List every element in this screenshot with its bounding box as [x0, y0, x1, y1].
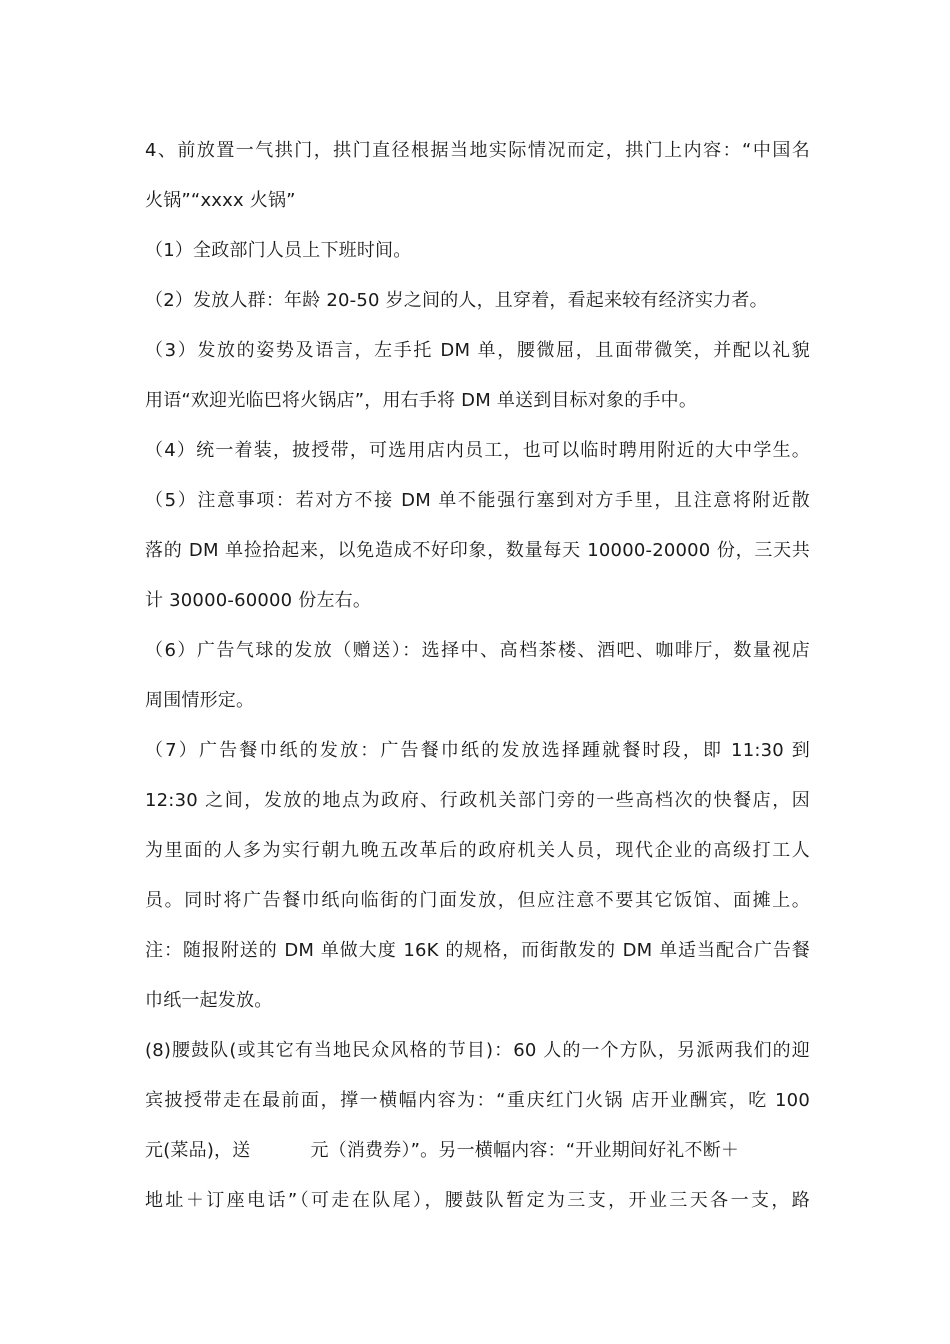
- text-line: 周围情形定。: [145, 690, 255, 711]
- text-line: 落的 DM 单捡拾起来，以免造成不好印象，数量每天 10000-20000 份，三天共: [145, 540, 810, 561]
- text-line: 4、前放置一气拱门，拱门直径根据当地实际情况而定，拱门上内容：“中国名: [145, 140, 810, 161]
- text-segment: 元(菜品)，送: [145, 1140, 251, 1161]
- text-line: （1）全政部门人员上下班时间。: [145, 240, 412, 261]
- text-line: 地址＋订座电话”（可走在队尾），腰鼓队暂定为三支，开业三天各一支，路: [145, 1190, 810, 1211]
- text-line: （2）发放人群：年龄 20-50 岁之间的人，且穿着，看起来较有经济实力者。: [145, 290, 768, 311]
- text-line: 巾纸一起发放。: [145, 990, 273, 1011]
- text-line: 为里面的人多为实行朝九晚五改革后的政府机关人员，现代企业的高级打工人: [145, 840, 810, 861]
- text-line: （5）注意事项：若对方不接 DM 单不能强行塞到对方手里，且注意将附近散: [145, 490, 810, 511]
- text-line: 注：随报附送的 DM 单做大度 16K 的规格，而街散发的 DM 单适当配合广告餐: [145, 940, 810, 961]
- text-line-split: [145, 1136, 810, 1166]
- text-line: 用语“欢迎光临巴将火锅店”，用右手将 DM 单送到目标对象的手中。: [145, 390, 698, 411]
- text-line: （7）广告餐巾纸的发放：广告餐巾纸的发放选择踵就餐时段，即 11:30 到: [145, 740, 810, 761]
- text-line: 员。同时将广告餐巾纸向临街的门面发放，但应注意不要其它饭馆、面摊上。: [145, 890, 810, 911]
- text-line: （4）统一着装，披授带，可选用店内员工，也可以临时聘用附近的大中学生。: [145, 440, 810, 461]
- text-line: 火锅”“xxxx 火锅”: [145, 190, 296, 211]
- text-line: (8)腰鼓队(或其它有当地民众风格的节目)：60 人的一个方队，另派两我们的迎: [145, 1040, 810, 1061]
- text-line: 12:30 之间，发放的地点为政府、行政机关部门旁的一些高档次的快餐店，因: [145, 790, 810, 811]
- text-line: （6）广告气球的发放（赠送）：选择中、高档茶楼、酒吧、咖啡厅，数量视店: [145, 640, 810, 661]
- text-line: 宾披授带走在最前面，撑一横幅内容为：“重庆红门火锅 店开业酬宾，吃 100: [145, 1090, 810, 1111]
- text-line: （3）发放的姿势及语言，左手托 DM 单，腰微屈，且面带微笑，并配以礼貌: [145, 340, 810, 361]
- text-line: 计 30000-60000 份左右。: [145, 590, 372, 611]
- text-segment: 元（消费券）”。另一横幅内容：“开业期间好礼不断＋: [310, 1140, 740, 1161]
